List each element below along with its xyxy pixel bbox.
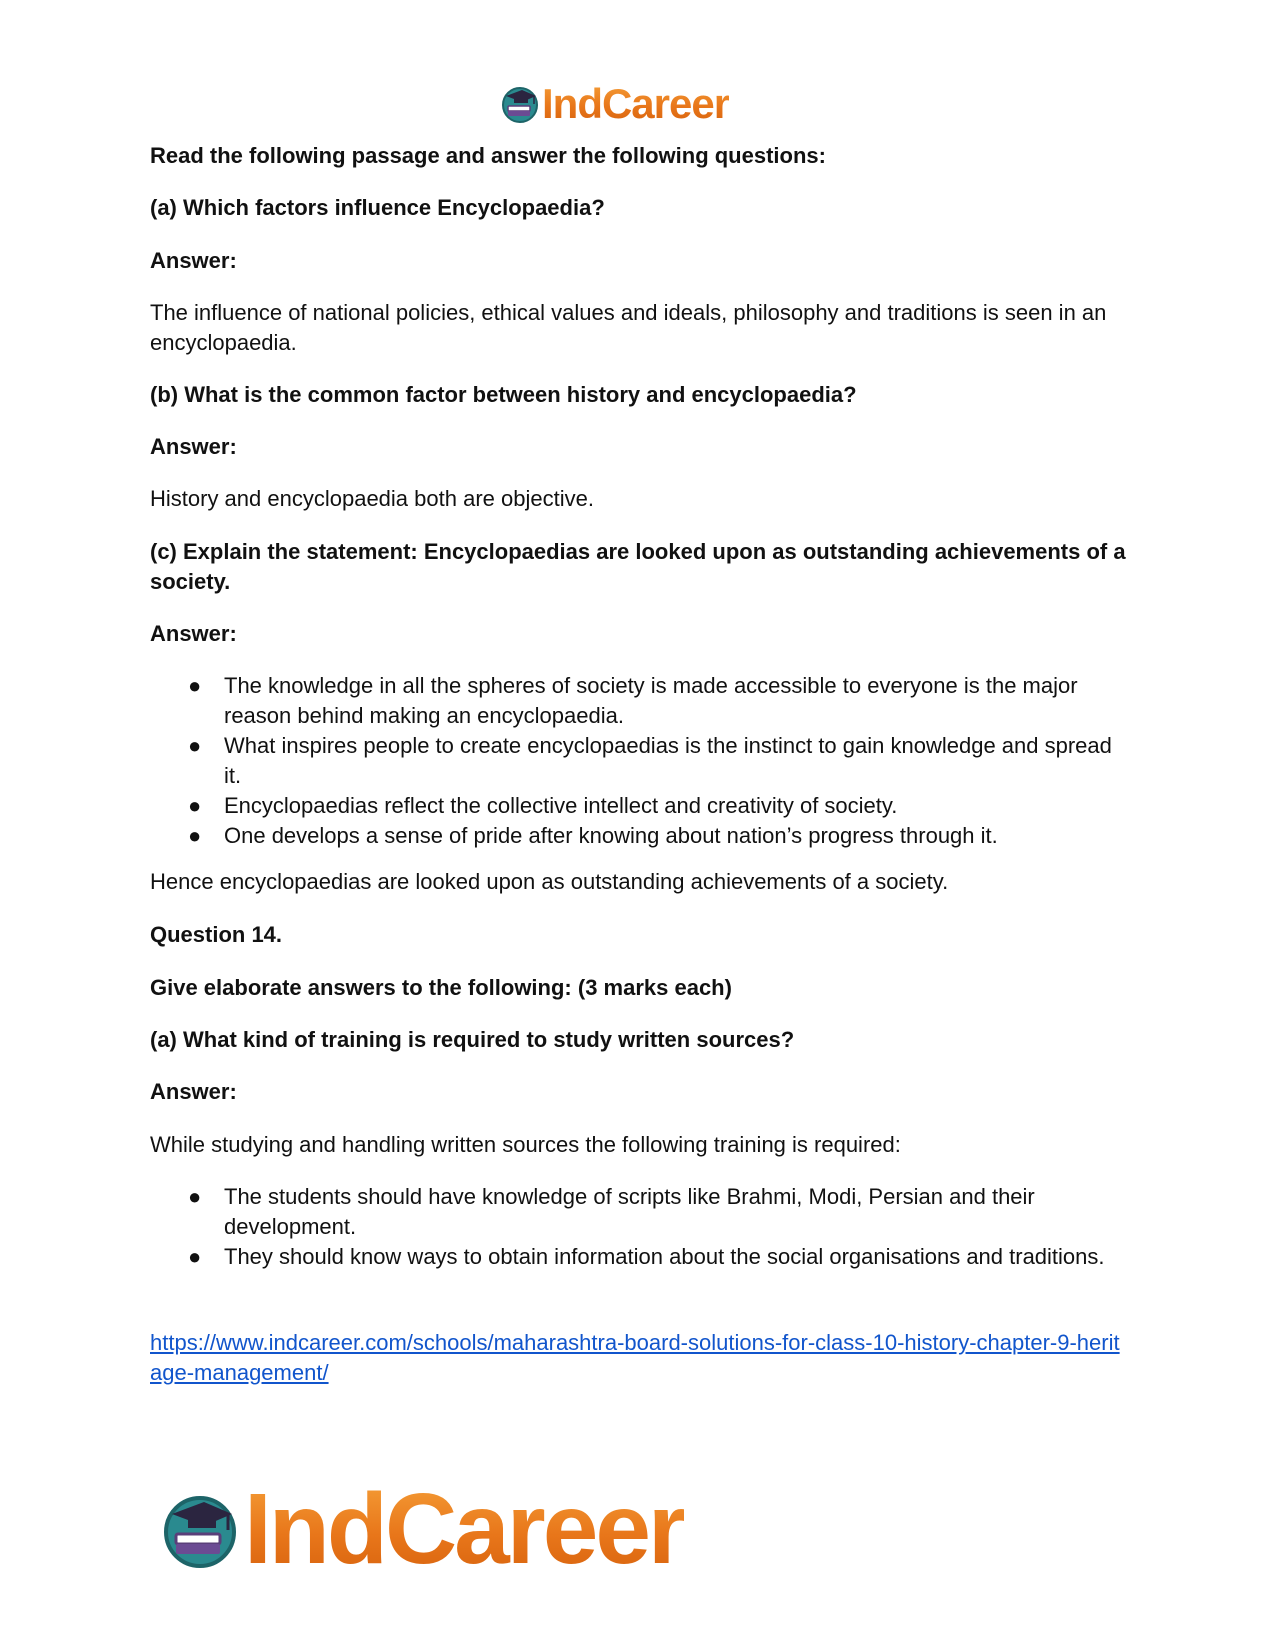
- list-item-text: One develops a sense of pride after knowing about nation’s progress through it.: [224, 823, 998, 848]
- graduation-cap-book-globe-icon: [160, 1490, 240, 1570]
- answer-label: Answer:: [150, 1079, 237, 1104]
- graduation-cap-book-globe-icon: [500, 84, 540, 124]
- bullet-icon: ●: [188, 793, 202, 818]
- question-14a: (a) What kind of training is required to study written sources?: [150, 1027, 795, 1052]
- footer-logo-text: IndCareer: [244, 1473, 684, 1585]
- list-item: [150, 821, 1130, 851]
- list-item-text: The knowledge in all the spheres of society is made accessible to everyone is the major reason behind making an encyclopaedia.: [224, 673, 1078, 728]
- bullet-icon: ●: [188, 1184, 202, 1209]
- footer-logo: [160, 1472, 684, 1587]
- list-item: [150, 1242, 1130, 1272]
- answer-label: Answer:: [150, 434, 237, 459]
- header-logo-text: IndCareer: [542, 80, 730, 127]
- question-c: (c) Explain the statement: Encyclopaedias are looked upon as outstanding achievements of a society.: [150, 539, 1126, 594]
- bullet-icon: ●: [188, 823, 202, 848]
- list-item: [150, 1182, 1130, 1242]
- list-item: [150, 731, 1130, 791]
- answer-14a-bullet-list: [150, 1182, 1130, 1272]
- list-item-text: Encyclopaedias reflect the collective intellect and creativity of society.: [224, 793, 898, 818]
- answer-b-text: History and encyclopaedia both are objective.: [150, 486, 594, 511]
- answer-14a-intro: While studying and handling written sources the following training is required:: [150, 1132, 901, 1157]
- answer-a-text: The influence of national policies, ethical values and ideals, philosophy and traditions is seen in an encyclopaedia.: [150, 300, 1107, 355]
- bullet-icon: ●: [188, 733, 202, 758]
- question-instruction: Give elaborate answers to the following: (3 marks each): [150, 975, 732, 1000]
- list-item-text: What inspires people to create encyclopaedias is the instinct to gain knowledge and spread it.: [224, 733, 1112, 788]
- passage-instruction: Read the following passage and answer the following questions:: [150, 143, 826, 168]
- bullet-icon: ●: [188, 1244, 202, 1269]
- question-number: Question 14.: [150, 922, 283, 947]
- answer-label: Answer:: [150, 621, 237, 646]
- header-logo: [500, 80, 729, 128]
- bullet-icon: ●: [188, 673, 202, 698]
- answer-c-bullet-list: [150, 671, 1130, 851]
- answer-c-conclusion: Hence encyclopaedias are looked upon as outstanding achievements of a society.: [150, 869, 949, 894]
- question-b: (b) What is the common factor between history and encyclopaedia?: [150, 382, 857, 407]
- list-item: [150, 671, 1130, 731]
- list-item: [150, 791, 1130, 821]
- list-item-text: They should know ways to obtain information about the social organisations and traditions.: [224, 1244, 1105, 1269]
- list-item-text: The students should have knowledge of scripts like Brahmi, Modi, Persian and their development.: [224, 1184, 1035, 1239]
- answer-label: Answer:: [150, 248, 237, 273]
- question-a: (a) Which factors influence Encyclopaedia?: [150, 195, 605, 220]
- source-link[interactable]: https://www.indcareer.com/schools/maharashtra-board-solutions-for-class-10-history-chapter-9-heritage-management/: [150, 1330, 1120, 1385]
